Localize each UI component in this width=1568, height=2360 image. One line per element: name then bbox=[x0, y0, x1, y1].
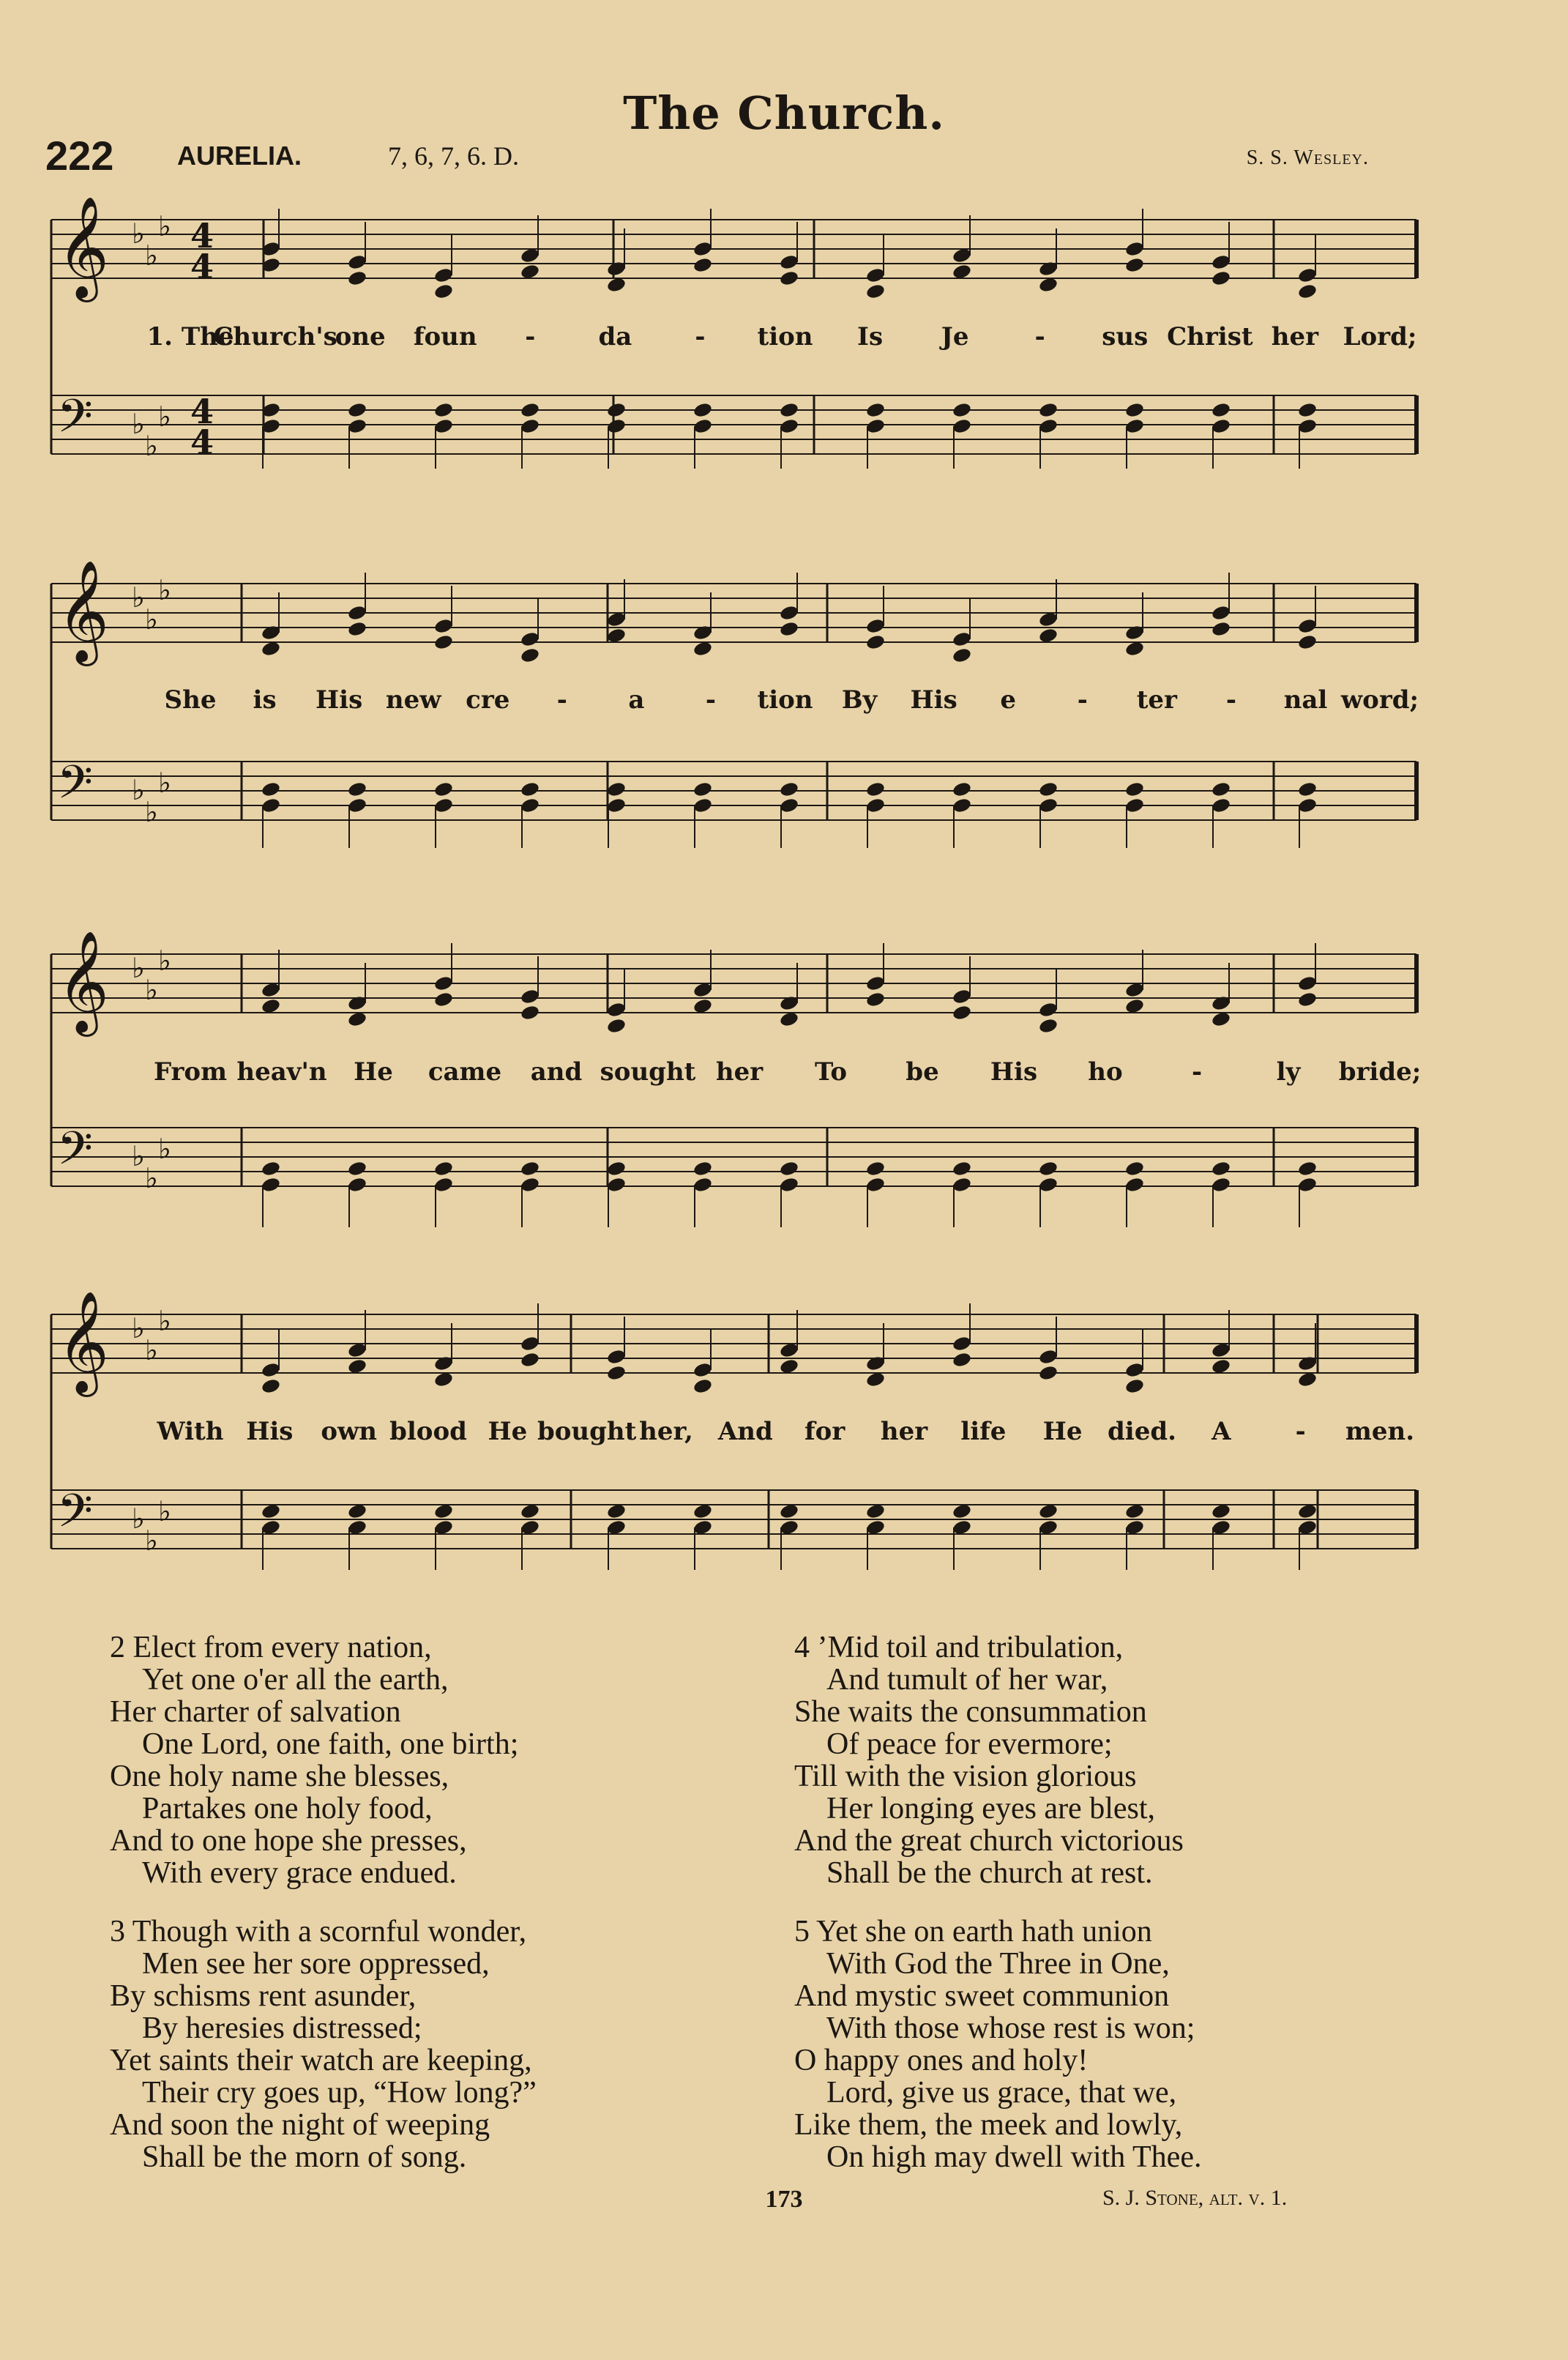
note-head bbox=[261, 624, 281, 641]
note-head bbox=[865, 617, 886, 634]
lyric-syllable: Christ bbox=[1167, 322, 1253, 351]
note-head bbox=[692, 624, 713, 641]
lyric-syllable: - bbox=[1295, 1417, 1306, 1446]
note-head bbox=[520, 417, 540, 434]
note-head bbox=[952, 1004, 972, 1021]
page-number: 173 bbox=[765, 2186, 803, 2213]
verse-line: 3 Though with a scornful wonder, bbox=[110, 1915, 527, 1948]
time-signature: 4 bbox=[190, 392, 214, 431]
verse-line: With God the Three in One, bbox=[826, 1947, 1170, 1981]
verse-line: She waits the consummation bbox=[794, 1695, 1147, 1729]
lyric-syllable: Is bbox=[857, 322, 884, 351]
note-head bbox=[1211, 1176, 1231, 1193]
lyric-syllable: From bbox=[153, 1057, 228, 1087]
note-head bbox=[1297, 1160, 1318, 1177]
verse-line: Their cry goes up, “How long?” bbox=[142, 2076, 537, 2110]
lyric-syllable: foun bbox=[413, 322, 477, 351]
verse-line: Shall be the church at rest. bbox=[826, 1856, 1153, 1890]
flat-sign-icon: ♭ bbox=[132, 408, 145, 440]
note-head bbox=[520, 1335, 540, 1352]
lyric-syllable: her, bbox=[639, 1417, 693, 1446]
verse-line: On high may dwell with Thee. bbox=[826, 2140, 1202, 2174]
note-head bbox=[520, 797, 540, 814]
note-head bbox=[1297, 797, 1318, 814]
note-head bbox=[1211, 401, 1231, 418]
lyric-syllable: word; bbox=[1340, 685, 1419, 715]
note-head bbox=[1211, 781, 1231, 797]
note-head bbox=[952, 1160, 972, 1177]
note-head bbox=[433, 633, 454, 650]
lyric-syllable: blood bbox=[389, 1417, 467, 1446]
flat-sign-icon: ♭ bbox=[158, 574, 171, 606]
note-head bbox=[347, 269, 367, 286]
lyric-syllable: sought bbox=[600, 1057, 696, 1087]
bass-clef-icon: 𝄢 bbox=[57, 755, 93, 820]
verse-5 bbox=[794, 1916, 1201, 2173]
note-head bbox=[1038, 1176, 1059, 1193]
note-head bbox=[1038, 1160, 1059, 1177]
note-head bbox=[779, 401, 799, 418]
note-head bbox=[865, 797, 886, 814]
note-head bbox=[1211, 620, 1231, 637]
verse-line: Her charter of salvation bbox=[110, 1695, 401, 1729]
verse-line: 4 ’Mid toil and tribulation, bbox=[794, 1631, 1124, 1664]
note-head bbox=[779, 620, 799, 637]
verse-line: And to one hope she presses, bbox=[110, 1824, 467, 1858]
note-head bbox=[1297, 267, 1318, 283]
note-head bbox=[779, 269, 799, 286]
note-head bbox=[1211, 269, 1231, 286]
note-head bbox=[520, 1160, 540, 1177]
note-head bbox=[520, 401, 540, 418]
note-head bbox=[1124, 1160, 1145, 1177]
note-head bbox=[1124, 256, 1145, 273]
lyric-syllable: her bbox=[1271, 322, 1319, 351]
flat-sign-icon: ♭ bbox=[158, 767, 171, 799]
note-head bbox=[347, 994, 367, 1011]
verse-line: Like them, the meek and lowly, bbox=[794, 2108, 1183, 2142]
note-head bbox=[1038, 401, 1059, 418]
lyric-syllable: His bbox=[910, 685, 957, 715]
lyric-syllable: life bbox=[960, 1417, 1007, 1446]
lyric-syllable: and bbox=[530, 1057, 583, 1087]
lyric-syllable: new bbox=[385, 685, 441, 715]
note-head bbox=[347, 797, 367, 814]
note-head bbox=[520, 988, 540, 1005]
note-head bbox=[952, 1335, 972, 1352]
note-head bbox=[1297, 417, 1318, 434]
note-head bbox=[347, 253, 367, 270]
note-head bbox=[1038, 1001, 1059, 1018]
flat-sign-icon: ♭ bbox=[158, 945, 171, 977]
note-head bbox=[865, 781, 886, 797]
note-head bbox=[952, 797, 972, 814]
verse-line: By heresies distressed; bbox=[142, 2011, 422, 2045]
lyric-syllable: her bbox=[880, 1417, 928, 1446]
note-head bbox=[261, 1176, 281, 1193]
flat-sign-icon: ♭ bbox=[145, 1525, 158, 1557]
verse-line: Lord, give us grace, that we, bbox=[826, 2076, 1177, 2110]
lyric-syllable: - bbox=[525, 322, 536, 351]
note-head bbox=[1038, 1017, 1059, 1034]
lyric-syllable: His bbox=[246, 1417, 294, 1446]
note-head bbox=[606, 1001, 627, 1018]
note-head bbox=[1297, 633, 1318, 650]
note-head bbox=[520, 1004, 540, 1021]
note-head bbox=[865, 975, 886, 991]
lyric-syllable: - bbox=[1191, 1057, 1203, 1087]
note-head bbox=[606, 417, 627, 434]
note-head bbox=[606, 1348, 627, 1365]
note-head bbox=[606, 401, 627, 418]
verse-line: Yet one o'er all the earth, bbox=[142, 1663, 449, 1697]
lyric-syllable: A bbox=[1212, 1417, 1231, 1446]
note-head bbox=[952, 630, 972, 647]
note-head bbox=[952, 988, 972, 1005]
lyric-syllable: her bbox=[715, 1057, 764, 1087]
note-head bbox=[692, 1361, 713, 1378]
note-head bbox=[433, 781, 454, 797]
flat-sign-icon: ♭ bbox=[145, 974, 158, 1006]
note-head bbox=[433, 1176, 454, 1193]
lyric-syllable: came bbox=[428, 1057, 502, 1087]
note-head bbox=[433, 797, 454, 814]
time-signature: 4 bbox=[190, 423, 214, 462]
note-head bbox=[692, 781, 713, 797]
note-head bbox=[1124, 781, 1145, 797]
note-head bbox=[779, 1176, 799, 1193]
note-head bbox=[347, 604, 367, 621]
note-head bbox=[520, 781, 540, 797]
lyric-syllable: He bbox=[1042, 1417, 1083, 1446]
note-head bbox=[1211, 797, 1231, 814]
note-head bbox=[1038, 797, 1059, 814]
lyric-syllable: own bbox=[321, 1417, 377, 1446]
note-head bbox=[1297, 617, 1318, 634]
flat-sign-icon: ♭ bbox=[132, 217, 145, 250]
lyric-syllable: - bbox=[705, 685, 716, 715]
lyric-syllable: for bbox=[804, 1417, 845, 1446]
note-head bbox=[606, 1176, 627, 1193]
note-head bbox=[606, 1364, 627, 1381]
flat-sign-icon: ♭ bbox=[145, 430, 158, 462]
lyric-syllable: - bbox=[556, 685, 567, 715]
verse-line: Yet saints their watch are keeping, bbox=[110, 2044, 532, 2077]
note-head bbox=[779, 417, 799, 434]
flat-sign-icon: ♭ bbox=[145, 1162, 158, 1194]
lyric-syllable: - bbox=[1225, 685, 1236, 715]
note-head bbox=[779, 253, 799, 270]
flat-sign-icon: ♭ bbox=[132, 1312, 145, 1344]
note-head bbox=[261, 1160, 281, 1177]
flat-sign-icon: ♭ bbox=[158, 1495, 171, 1527]
note-head bbox=[347, 1160, 367, 1177]
note-head bbox=[1297, 781, 1318, 797]
verses-left-column bbox=[110, 1631, 537, 2200]
flat-sign-icon: ♭ bbox=[158, 1133, 171, 1165]
note-head bbox=[1211, 1160, 1231, 1177]
verse-line: By schisms rent asunder, bbox=[110, 1979, 417, 2013]
verse-line: 2 Elect from every nation, bbox=[110, 1631, 432, 1664]
note-head bbox=[1038, 260, 1059, 277]
note-head bbox=[520, 1176, 540, 1193]
note-head bbox=[865, 401, 886, 418]
note-head bbox=[952, 401, 972, 418]
lyric-syllable: Je bbox=[941, 322, 969, 351]
note-head bbox=[692, 797, 713, 814]
lyric-syllable: is bbox=[253, 685, 277, 715]
note-head bbox=[1297, 401, 1318, 418]
composer: S. S. Wesley. bbox=[1246, 146, 1369, 169]
flat-sign-icon: ♭ bbox=[132, 1140, 145, 1172]
lyric-syllable: 1. The bbox=[146, 322, 234, 351]
note-head bbox=[520, 647, 540, 663]
lyric-syllable: And bbox=[717, 1417, 773, 1446]
verse-line: And mystic sweet communion bbox=[794, 1979, 1170, 2013]
note-head bbox=[1297, 975, 1318, 991]
lyric-syllable: By bbox=[841, 685, 878, 715]
note-head bbox=[347, 620, 367, 637]
lyric-syllable: be bbox=[906, 1057, 939, 1087]
verse-line: And soon the night of weeping bbox=[110, 2108, 490, 2142]
note-head bbox=[779, 604, 799, 621]
treble-clef-icon: 𝄞 bbox=[57, 196, 109, 298]
note-head bbox=[779, 994, 799, 1011]
note-head bbox=[779, 1160, 799, 1177]
note-head bbox=[952, 1351, 972, 1368]
note-head bbox=[433, 975, 454, 991]
lyric-syllable: - bbox=[695, 322, 706, 351]
flat-sign-icon: ♭ bbox=[132, 774, 145, 806]
note-head bbox=[692, 401, 713, 418]
author-credit: S. J. Stone, alt. v. 1. bbox=[1102, 2186, 1288, 2210]
flat-sign-icon: ♭ bbox=[145, 239, 158, 272]
note-head bbox=[1124, 1377, 1145, 1394]
time-signature: 4 bbox=[190, 247, 214, 286]
verse-line: Shall be the morn of song. bbox=[142, 2140, 467, 2174]
note-head bbox=[865, 1160, 886, 1177]
verse-line: 5 Yet she on earth hath union bbox=[794, 1915, 1152, 1948]
note-head bbox=[433, 1160, 454, 1177]
note-head bbox=[952, 781, 972, 797]
verse-line: One Lord, one faith, one birth; bbox=[142, 1727, 519, 1761]
note-head bbox=[261, 1377, 281, 1394]
verse-line: Of peace for evermore; bbox=[826, 1727, 1113, 1761]
note-head bbox=[433, 617, 454, 634]
note-head bbox=[261, 781, 281, 797]
verse-line: Men see her sore oppressed, bbox=[142, 1947, 490, 1981]
note-head bbox=[1124, 1361, 1145, 1378]
note-head bbox=[520, 630, 540, 647]
note-head bbox=[433, 417, 454, 434]
lyric-syllable: ly bbox=[1276, 1057, 1301, 1087]
note-head bbox=[865, 633, 886, 650]
lyric-syllable: died. bbox=[1108, 1417, 1176, 1446]
note-head bbox=[261, 1361, 281, 1378]
note-head bbox=[606, 797, 627, 814]
note-head bbox=[865, 283, 886, 299]
lyric-syllable: heav'n bbox=[236, 1057, 327, 1087]
note-head bbox=[606, 260, 627, 277]
lyric-syllable: Lord; bbox=[1343, 322, 1417, 351]
verse-2 bbox=[110, 1631, 537, 1889]
lyric-syllable: da bbox=[598, 322, 632, 351]
verse-line: With those whose rest is won; bbox=[826, 2011, 1195, 2045]
note-head bbox=[1124, 401, 1145, 418]
treble-clef-icon: 𝄞 bbox=[57, 931, 109, 1032]
lyric-syllable: men. bbox=[1345, 1417, 1415, 1446]
time-signature: 4 bbox=[190, 216, 214, 256]
note-head bbox=[865, 1176, 886, 1193]
tune-name: AURELIA. bbox=[177, 141, 302, 171]
note-head bbox=[1124, 240, 1145, 257]
note-head bbox=[520, 1351, 540, 1368]
flat-sign-icon: ♭ bbox=[145, 796, 158, 828]
lyric-syllable: cre bbox=[466, 685, 510, 715]
flat-sign-icon: ♭ bbox=[158, 1305, 171, 1337]
note-head bbox=[1297, 1176, 1318, 1193]
note-head bbox=[1297, 1355, 1318, 1371]
meter: 7, 6, 7, 6. D. bbox=[388, 141, 519, 171]
lyric-syllable: bride; bbox=[1338, 1057, 1422, 1087]
note-head bbox=[1124, 1176, 1145, 1193]
verse-4 bbox=[794, 1631, 1201, 1889]
bass-clef-icon: 𝄢 bbox=[57, 1484, 93, 1549]
bass-clef-icon: 𝄢 bbox=[57, 389, 93, 454]
lyric-syllable: tion bbox=[757, 685, 813, 715]
lyric-syllable: ho bbox=[1088, 1057, 1123, 1087]
note-head bbox=[1211, 253, 1231, 270]
lyric-syllable: His bbox=[316, 685, 363, 715]
note-head bbox=[952, 417, 972, 434]
note-head bbox=[433, 283, 454, 299]
note-head bbox=[261, 797, 281, 814]
lyric-syllable: bought bbox=[537, 1417, 637, 1446]
note-head bbox=[865, 991, 886, 1008]
note-head bbox=[692, 256, 713, 273]
note-head bbox=[1211, 417, 1231, 434]
lyric-syllable: She bbox=[164, 685, 217, 715]
flat-sign-icon: ♭ bbox=[158, 401, 171, 433]
note-head bbox=[865, 267, 886, 283]
lyric-syllable: ter bbox=[1136, 685, 1177, 715]
note-head bbox=[865, 417, 886, 434]
verse-line: And tumult of her war, bbox=[826, 1663, 1108, 1697]
note-head bbox=[606, 1017, 627, 1034]
note-head bbox=[1038, 1348, 1059, 1365]
note-head bbox=[1297, 991, 1318, 1008]
lyric-syllable: one bbox=[335, 322, 386, 351]
flat-sign-icon: ♭ bbox=[145, 1334, 158, 1366]
note-head bbox=[952, 647, 972, 663]
verse-3 bbox=[110, 1916, 537, 2173]
note-head bbox=[865, 1355, 886, 1371]
verse-line: Her longing eyes are blest, bbox=[826, 1792, 1156, 1825]
lyric-syllable: a bbox=[628, 685, 645, 715]
lyric-syllable: nal bbox=[1283, 685, 1328, 715]
note-head bbox=[1038, 781, 1059, 797]
lyric-syllable: tion bbox=[757, 322, 813, 351]
lyric-syllable: He bbox=[488, 1417, 528, 1446]
note-head bbox=[433, 267, 454, 283]
note-head bbox=[1124, 797, 1145, 814]
note-head bbox=[606, 781, 627, 797]
note-head bbox=[347, 1176, 367, 1193]
note-head bbox=[952, 1176, 972, 1193]
note-head bbox=[1297, 283, 1318, 299]
lyric-syllable: - bbox=[1034, 322, 1045, 351]
verses-right-column bbox=[794, 1631, 1201, 2200]
lyric-syllable: - bbox=[1077, 685, 1088, 715]
note-head bbox=[1038, 417, 1059, 434]
note-head bbox=[347, 417, 367, 434]
flat-sign-icon: ♭ bbox=[158, 210, 171, 242]
note-head bbox=[692, 1176, 713, 1193]
note-head bbox=[606, 1160, 627, 1177]
note-head bbox=[433, 401, 454, 418]
note-head bbox=[433, 991, 454, 1008]
verse-line: One holy name she blesses, bbox=[110, 1760, 449, 1793]
hymn-section-title: The Church. bbox=[623, 86, 945, 140]
bass-clef-icon: 𝄢 bbox=[57, 1121, 93, 1186]
lyric-syllable: sus bbox=[1102, 322, 1149, 351]
note-head bbox=[692, 1160, 713, 1177]
note-head bbox=[1124, 624, 1145, 641]
verse-line: And the great church victorious bbox=[794, 1824, 1184, 1858]
note-head bbox=[692, 417, 713, 434]
note-head bbox=[1038, 1364, 1059, 1381]
verse-line: O happy ones and holy! bbox=[794, 2044, 1089, 2077]
lyric-syllable: e bbox=[1000, 685, 1017, 715]
note-head bbox=[1211, 604, 1231, 621]
verse-line: Partakes one holy food, bbox=[142, 1792, 433, 1825]
lyric-syllable: His bbox=[990, 1057, 1038, 1087]
flat-sign-icon: ♭ bbox=[145, 603, 158, 636]
flat-sign-icon: ♭ bbox=[132, 581, 145, 614]
flat-sign-icon: ♭ bbox=[132, 1503, 145, 1535]
note-head bbox=[433, 1355, 454, 1371]
flat-sign-icon: ♭ bbox=[132, 952, 145, 984]
verse-line: With every grace endued. bbox=[142, 1856, 457, 1890]
verse-line: Till with the vision glorious bbox=[794, 1760, 1137, 1793]
note-head bbox=[692, 1377, 713, 1394]
lyric-syllable: Church's bbox=[213, 322, 337, 351]
lyric-syllable: To bbox=[814, 1057, 848, 1087]
lyric-syllable: He bbox=[354, 1057, 393, 1087]
note-head bbox=[779, 781, 799, 797]
treble-clef-icon: 𝄞 bbox=[57, 560, 109, 662]
note-head bbox=[779, 797, 799, 814]
note-head bbox=[1211, 994, 1231, 1011]
note-head bbox=[1124, 417, 1145, 434]
note-head bbox=[347, 781, 367, 797]
hymn-number: 222 bbox=[45, 133, 114, 179]
treble-clef-icon: 𝄞 bbox=[57, 1291, 109, 1393]
lyric-syllable: With bbox=[157, 1417, 224, 1446]
note-head bbox=[692, 240, 713, 257]
note-head bbox=[347, 401, 367, 418]
